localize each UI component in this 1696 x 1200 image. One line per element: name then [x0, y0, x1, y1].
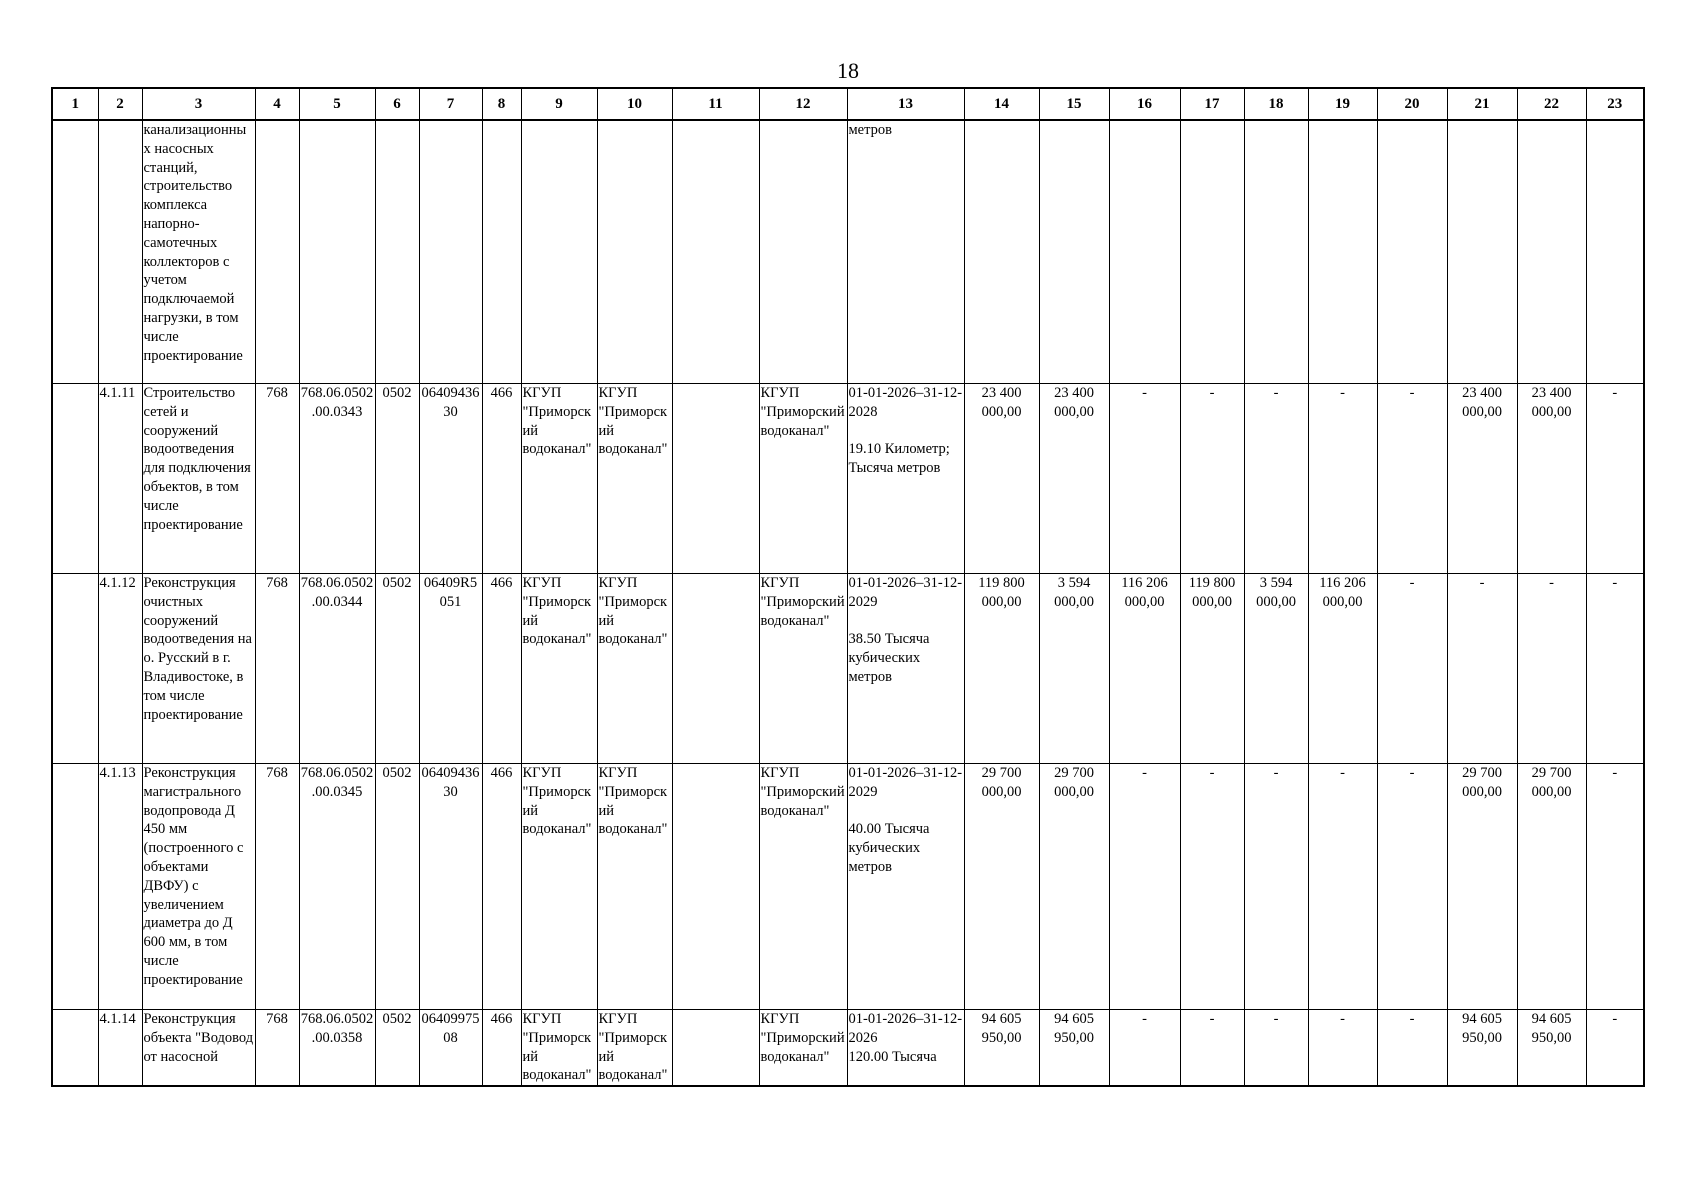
cell-customer: КГУП "Приморский водоканал": [521, 1010, 597, 1087]
cell-amount: 3 594 000,00: [1244, 574, 1308, 764]
column-header: 16: [1109, 88, 1180, 120]
cell-period-capacity: 01-01-2026–31-12-2028 19.10 Километр; Тысяча метров: [847, 384, 964, 574]
cell-amount: [1586, 120, 1644, 384]
cell-amount: -: [1308, 384, 1377, 574]
cell-col-11: [672, 384, 759, 574]
cell-expense-type: 466: [482, 1010, 521, 1087]
cell-amount: [1447, 120, 1517, 384]
cell-description: Реконструкция магистрального водопровода Д 450 мм (построенного с объектами ДВФУ) с увеличением диаметра до Д 600 мм, в том числе проектирование: [142, 764, 255, 1010]
cell-grbs-code: 768: [255, 764, 299, 1010]
cell-recipient: КГУП "Приморский водоканал": [759, 764, 847, 1010]
page-number: 18: [837, 58, 859, 83]
cell-amount: 116 206 000,00: [1109, 574, 1180, 764]
cell-amount: 119 800 000,00: [964, 574, 1039, 764]
cell-developer: КГУП "Приморский водоканал": [597, 574, 672, 764]
column-header: 12: [759, 88, 847, 120]
cell-amount: 116 206 000,00: [1308, 574, 1377, 764]
cell-amount: -: [1377, 384, 1447, 574]
cell-grbs-code: 768: [255, 1010, 299, 1087]
cell-expense-type: 466: [482, 764, 521, 1010]
cell-grbs-code: [255, 120, 299, 384]
table-row: [52, 384, 1644, 574]
cell-item-code: 4.1.14: [98, 1010, 142, 1087]
cell-amount: 119 800 000,00: [1180, 574, 1244, 764]
cell-expense-type: 466: [482, 384, 521, 574]
cell-amount: -: [1244, 764, 1308, 1010]
cell-section-code: 0502: [375, 384, 419, 574]
cell-amount: 23 400 000,00: [1517, 384, 1586, 574]
column-header: 2: [98, 88, 142, 120]
column-header: 13: [847, 88, 964, 120]
cell-col-11: [672, 120, 759, 384]
cell-amount: -: [1586, 574, 1644, 764]
header-row: [52, 88, 1644, 120]
cell-object-code: 768.06.0502.00.0344: [299, 574, 375, 764]
cell-amount: -: [1180, 764, 1244, 1010]
cell-section-code: 0502: [375, 574, 419, 764]
cell-row-number: [52, 764, 98, 1010]
cell-amount: [964, 120, 1039, 384]
cell-expense-type: 466: [482, 574, 521, 764]
cell-period-capacity: 01-01-2026–31-12-2026 120.00 Тысяча: [847, 1010, 964, 1087]
cell-amount: 94 605 950,00: [1447, 1010, 1517, 1087]
cell-amount: -: [1377, 1010, 1447, 1087]
cell-amount: 23 400 000,00: [964, 384, 1039, 574]
cell-amount: [1244, 120, 1308, 384]
cell-recipient: [759, 120, 847, 384]
cell-row-number: [52, 574, 98, 764]
column-header: 11: [672, 88, 759, 120]
cell-amount: [1039, 120, 1109, 384]
cell-amount: -: [1244, 1010, 1308, 1087]
cell-col-11: [672, 574, 759, 764]
cell-target-article: [419, 120, 482, 384]
cell-amount: [1180, 120, 1244, 384]
cell-amount: [1109, 120, 1180, 384]
cell-description: канализационных насосных станций, строительство комплекса напорно-самотечных коллекторов с учетом подключаемой нагрузки, в том числе проектирование: [142, 120, 255, 384]
cell-target-article: 0640943630: [419, 384, 482, 574]
column-header: 9: [521, 88, 597, 120]
cell-amount: -: [1109, 1010, 1180, 1087]
cell-amount: 3 594 000,00: [1039, 574, 1109, 764]
cell-amount: -: [1586, 1010, 1644, 1087]
cell-amount: [1308, 120, 1377, 384]
column-header: 3: [142, 88, 255, 120]
cell-object-code: 768.06.0502.00.0343: [299, 384, 375, 574]
cell-amount: -: [1447, 574, 1517, 764]
budget-table: [51, 87, 1645, 1087]
cell-col-11: [672, 764, 759, 1010]
cell-item-code: [98, 120, 142, 384]
cell-amount: -: [1109, 764, 1180, 1010]
cell-amount: -: [1586, 764, 1644, 1010]
cell-amount: -: [1308, 1010, 1377, 1087]
cell-developer: КГУП "Приморский водоканал": [597, 1010, 672, 1087]
cell-target-article: 0640997508: [419, 1010, 482, 1087]
cell-customer: КГУП "Приморский водоканал": [521, 384, 597, 574]
cell-target-article: 06409R5051: [419, 574, 482, 764]
cell-item-code: 4.1.12: [98, 574, 142, 764]
cell-developer: КГУП "Приморский водоканал": [597, 384, 672, 574]
column-header: 14: [964, 88, 1039, 120]
column-header: 22: [1517, 88, 1586, 120]
cell-expense-type: [482, 120, 521, 384]
cell-amount: -: [1377, 764, 1447, 1010]
cell-row-number: [52, 384, 98, 574]
cell-amount: 29 700 000,00: [1039, 764, 1109, 1010]
column-header: 19: [1308, 88, 1377, 120]
cell-amount: 29 700 000,00: [964, 764, 1039, 1010]
cell-amount: -: [1517, 574, 1586, 764]
cell-period-capacity: 01-01-2026–31-12-2029 38.50 Тысяча кубических метров: [847, 574, 964, 764]
cell-amount: -: [1308, 764, 1377, 1010]
cell-amount: 94 605 950,00: [1039, 1010, 1109, 1087]
cell-section-code: [375, 120, 419, 384]
column-header: 5: [299, 88, 375, 120]
cell-amount: -: [1109, 384, 1180, 574]
cell-amount: -: [1180, 1010, 1244, 1087]
cell-amount: -: [1180, 384, 1244, 574]
cell-developer: [597, 120, 672, 384]
table-row: [52, 120, 1644, 384]
cell-amount: 29 700 000,00: [1447, 764, 1517, 1010]
cell-amount: 23 400 000,00: [1039, 384, 1109, 574]
cell-period-capacity: 01-01-2026–31-12-2029 40.00 Тысяча кубических метров: [847, 764, 964, 1010]
column-header: 4: [255, 88, 299, 120]
cell-amount: -: [1244, 384, 1308, 574]
cell-description: Реконструкция объекта "Водовод от насосной: [142, 1010, 255, 1087]
table-row: [52, 764, 1644, 1010]
cell-recipient: КГУП "Приморский водоканал": [759, 574, 847, 764]
cell-item-code: 4.1.11: [98, 384, 142, 574]
cell-amount: 29 700 000,00: [1517, 764, 1586, 1010]
cell-developer: КГУП "Приморский водоканал": [597, 764, 672, 1010]
cell-period-capacity: метров: [847, 120, 964, 384]
cell-amount: 94 605 950,00: [964, 1010, 1039, 1087]
table-row: [52, 1010, 1644, 1087]
cell-target-article: 0640943630: [419, 764, 482, 1010]
column-header: 6: [375, 88, 419, 120]
column-header: 23: [1586, 88, 1644, 120]
cell-section-code: 0502: [375, 1010, 419, 1087]
column-header: 21: [1447, 88, 1517, 120]
column-header: 18: [1244, 88, 1308, 120]
cell-description: Строительство сетей и сооружений водоотведения для подключения объектов, в том числе проектирование: [142, 384, 255, 574]
column-header: 8: [482, 88, 521, 120]
cell-amount: -: [1377, 574, 1447, 764]
cell-customer: КГУП "Приморский водоканал": [521, 574, 597, 764]
cell-row-number: [52, 120, 98, 384]
cell-amount: -: [1586, 384, 1644, 574]
table-row: [52, 574, 1644, 764]
cell-amount: [1517, 120, 1586, 384]
cell-recipient: КГУП "Приморский водоканал": [759, 1010, 847, 1087]
cell-object-code: 768.06.0502.00.0345: [299, 764, 375, 1010]
column-header: 7: [419, 88, 482, 120]
cell-grbs-code: 768: [255, 574, 299, 764]
cell-description: Реконструкция очистных сооружений водоотведения на о. Русский в г. Владивостоке, в том числе проектирование: [142, 574, 255, 764]
cell-row-number: [52, 1010, 98, 1087]
cell-customer: КГУП "Приморский водоканал": [521, 764, 597, 1010]
cell-item-code: 4.1.13: [98, 764, 142, 1010]
column-header: 1: [52, 88, 98, 120]
cell-col-11: [672, 1010, 759, 1087]
cell-section-code: 0502: [375, 764, 419, 1010]
cell-grbs-code: 768: [255, 384, 299, 574]
cell-amount: 94 605 950,00: [1517, 1010, 1586, 1087]
cell-amount: [1377, 120, 1447, 384]
cell-recipient: КГУП "Приморский водоканал": [759, 384, 847, 574]
cell-object-code: 768.06.0502.00.0358: [299, 1010, 375, 1087]
column-header: 17: [1180, 88, 1244, 120]
cell-object-code: [299, 120, 375, 384]
cell-customer: [521, 120, 597, 384]
column-header: 20: [1377, 88, 1447, 120]
column-header: 15: [1039, 88, 1109, 120]
column-header: 10: [597, 88, 672, 120]
cell-amount: 23 400 000,00: [1447, 384, 1517, 574]
